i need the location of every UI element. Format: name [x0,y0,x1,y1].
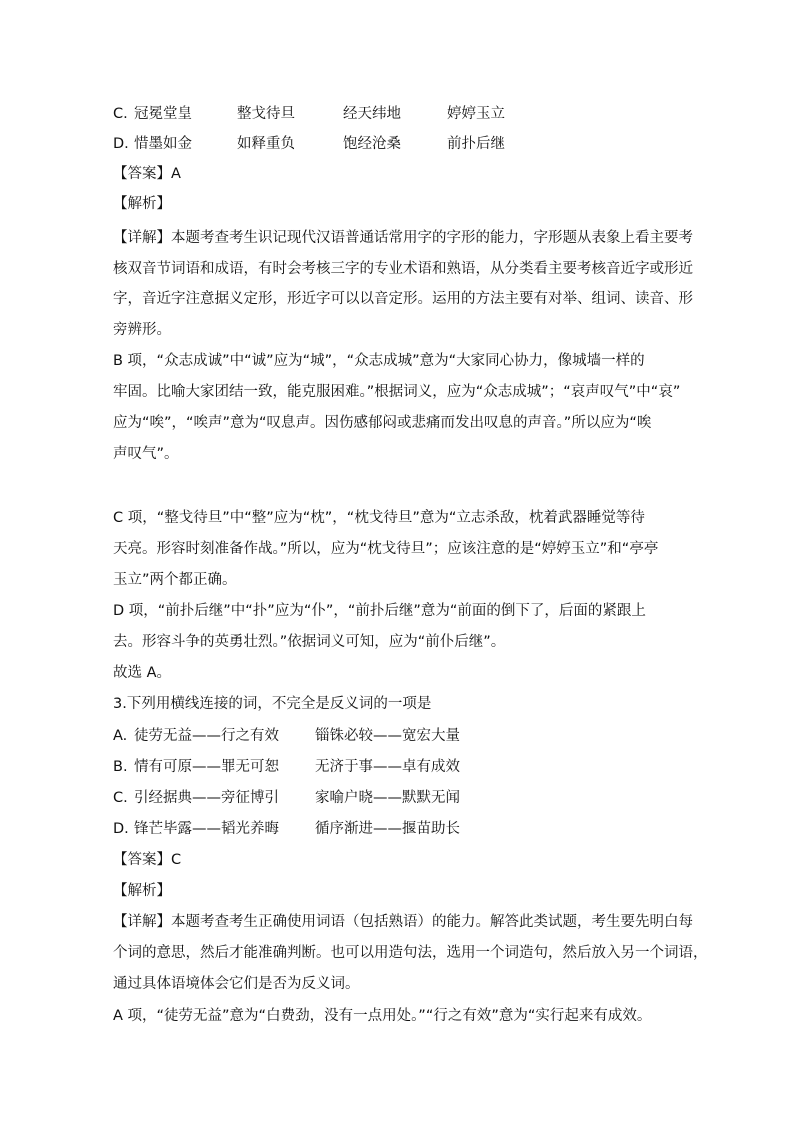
detail-line: 个词的意思，然后才能准确判断。也可以用造句法，选用一个词造句，然后放入另一个词语， [113,945,708,961]
option-pair: 引经据典——旁征博引 [134,790,279,806]
option-word: 惜墨如金 [134,136,192,152]
option-pair: 锋芒毕露——韬光养晦 [134,821,279,837]
detail-line [113,228,693,248]
option-pair: 徒劳无益——行之有效 [134,728,279,744]
conclusion-line: 故选 A。 [113,665,172,681]
option-word: 整戈待旦 [237,106,295,122]
detail-line: 字，音近字注意据义定形，形近字可以以音定形。运用的方法主要有对举、组词、读音、形 [113,291,693,307]
option-label: C. [113,790,128,806]
answer-value: C [171,852,182,868]
question-title: 3.下列用横线连接的词，不完全是反义词的一项是 [113,696,432,712]
detail-line: 核双音节词语和成语，有时会考核三字的专业术语和熟语，从分类看主要考核音近字或形近 [113,261,693,277]
option-word: 经天纬地 [343,106,401,122]
option-word: 前扑后继 [447,136,505,152]
item-c-line: 玉立”两个都正确。 [113,572,237,588]
option-label: D. [113,821,129,837]
detail-text: 本题考查考生识记现代汉语普通话常用字的字形的能力，字形题从表象上看主要考 [171,230,693,246]
detail-line: 旁辨形。 [113,322,171,338]
analysis-heading: 【解析】 [113,196,171,212]
detail-tag: 【详解】 [113,914,171,930]
option-pair: 循序渐进——揠苗助长 [315,821,460,837]
answer-value: A [171,166,181,182]
option-label: A. [113,728,128,744]
item-b-line: 牢固。比喻大家团结一致，能克服困难。”根据词义，应为“众志成城”；“哀声叹气”中“哀” [113,384,681,400]
option-word: 冠冕堂皇 [134,106,192,122]
item-c-line: C 项，“整戈待旦”中“整”应为“枕”，“枕戈待旦”意为“立志杀敌，枕着武器睡觉等待 [113,510,645,526]
detail-tag: 【详解】 [113,230,171,246]
option-pair: 情有可原——罪无可恕 [134,759,279,775]
option-pair: 无济于事——卓有成效 [315,759,460,775]
option-pair: 家喻户晓——默默无闻 [315,790,460,806]
option-label: D. [113,136,129,152]
item-c-line: 天亮。形容时刻准备作战。”所以，应为“枕戈待旦”；应该注意的是“婷婷玉立”和“亭亭 [113,541,659,557]
option-label: C. [113,106,128,122]
answer-line [113,850,683,870]
detail-line: 通过具体语境体会它们是否为反义词。 [113,976,360,992]
item-a-line: A 项，“徒劳无益”意为“白费劲，没有一点用处。”“行之有效”意为“实行起来有成效。 [113,1008,652,1024]
item-b-line: 声叹气”。 [113,446,179,462]
item-b-line: B 项，“众志成诚”中“诚”应为“城”，“众志成城”意为“大家同心协力，像城墙一样的 [113,353,645,369]
answer-tag: 【答案】 [113,166,171,182]
option-word: 饱经沧桑 [343,136,401,152]
analysis-heading: 【解析】 [113,883,171,899]
answer-line [113,164,683,184]
option-pair: 锱铢必较——宽宏大量 [315,728,460,744]
detail-text: 本题考查考生正确使用词语（包括熟语）的能力。解答此类试题，考生要先明白每 [171,914,693,930]
item-d-line: 去。形容斗争的英勇壮烈。”依据词义可知，应为“前仆后继”。 [113,634,506,650]
answer-tag: 【答案】 [113,852,171,868]
detail-line [113,912,693,932]
option-label: B. [113,759,128,775]
option-word: 如释重负 [237,136,295,152]
option-word: 婷婷玉立 [447,106,505,122]
item-d-line: D 项，“前扑后继”中“扑”应为“仆”，“前扑后继”意为“前面的倒下了，后面的紧跟上 [113,603,646,619]
item-b-line: 应为“唉”，“唉声”意为“叹息声。因伤感郁闷或悲痛而发出叹息的声音。”所以应为“唉 [113,415,652,431]
